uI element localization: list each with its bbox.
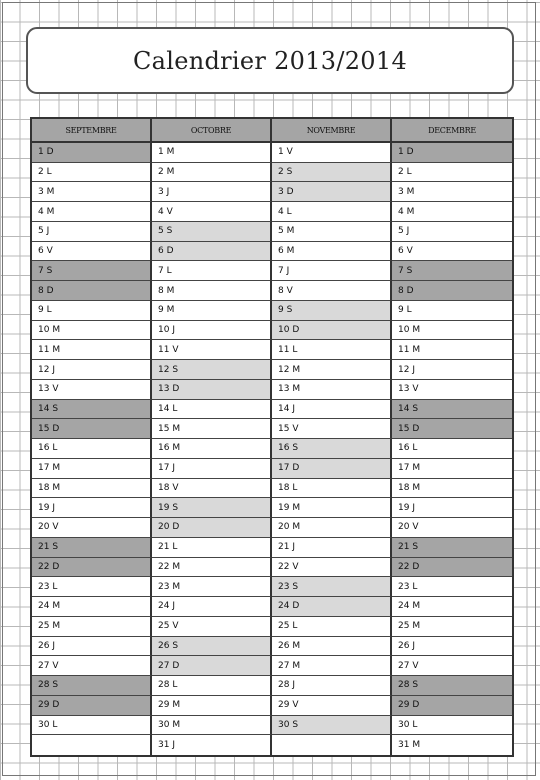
day-cell: 14 S <box>392 400 512 420</box>
day-cell: 15 D <box>392 419 512 439</box>
day-cell: 8 V <box>272 281 392 301</box>
day-cell: 19 S <box>152 498 272 518</box>
day-cell: 27 D <box>152 656 272 676</box>
day-cell: 5 J <box>392 222 512 242</box>
day-cell: 24 D <box>272 597 392 617</box>
day-cell: 13 V <box>32 380 152 400</box>
day-cell: 24 M <box>392 597 512 617</box>
day-cell: 18 M <box>392 479 512 499</box>
day-cell: 10 J <box>152 321 272 341</box>
day-cell: 7 L <box>152 261 272 281</box>
day-cell: 4 L <box>272 202 392 222</box>
day-cell: 20 V <box>32 518 152 538</box>
title-box <box>26 27 514 94</box>
day-cell: 21 S <box>32 538 152 558</box>
day-cell: 17 M <box>32 459 152 479</box>
day-cell: 10 D <box>272 321 392 341</box>
day-cell: 19 M <box>272 498 392 518</box>
day-cell: 18 M <box>32 479 152 499</box>
day-cell: 1 M <box>152 143 272 163</box>
day-cell: 19 J <box>392 498 512 518</box>
day-cell: 20 M <box>272 518 392 538</box>
day-cell: 7 S <box>392 261 512 281</box>
day-cell: 6 V <box>32 242 152 262</box>
calendar-grid <box>30 117 514 757</box>
day-cell: 2 L <box>392 163 512 183</box>
day-cell: 13 M <box>272 380 392 400</box>
day-cell: 23 L <box>32 577 152 597</box>
day-cell: 2 S <box>272 163 392 183</box>
day-cell: 18 V <box>152 479 272 499</box>
day-cell: 22 V <box>272 558 392 578</box>
day-cell: 17 J <box>152 459 272 479</box>
empty-cell <box>32 735 152 755</box>
day-cell: 25 V <box>152 617 272 637</box>
day-cell: 27 V <box>32 656 152 676</box>
day-cell: 27 M <box>272 656 392 676</box>
day-cell: 16 L <box>392 439 512 459</box>
day-cell: 11 L <box>272 340 392 360</box>
day-cell: 12 M <box>272 360 392 380</box>
day-cell: 20 V <box>392 518 512 538</box>
day-cell: 9 L <box>32 301 152 321</box>
day-cell: 25 L <box>272 617 392 637</box>
day-cell: 24 J <box>152 597 272 617</box>
empty-cell <box>272 735 392 755</box>
day-cell: 7 J <box>272 261 392 281</box>
day-cell: 17 D <box>272 459 392 479</box>
day-cell: 14 L <box>152 400 272 420</box>
day-cell: 22 M <box>152 558 272 578</box>
day-cell: 5 M <box>272 222 392 242</box>
day-cell: 2 M <box>152 163 272 183</box>
month-header: SEPTEMBRE <box>32 119 152 143</box>
day-cell: 4 M <box>32 202 152 222</box>
day-cell: 9 S <box>272 301 392 321</box>
day-cell: 27 V <box>392 656 512 676</box>
day-cell: 10 M <box>32 321 152 341</box>
day-cell: 9 M <box>152 301 272 321</box>
day-cell: 26 S <box>152 637 272 657</box>
day-cell: 30 S <box>272 716 392 736</box>
day-cell: 23 M <box>152 577 272 597</box>
day-cell: 16 S <box>272 439 392 459</box>
day-cell: 13 V <box>392 380 512 400</box>
day-cell: 23 L <box>392 577 512 597</box>
day-cell: 29 V <box>272 696 392 716</box>
day-cell: 16 L <box>32 439 152 459</box>
day-cell: 17 M <box>392 459 512 479</box>
day-cell: 28 S <box>392 676 512 696</box>
day-cell: 8 D <box>392 281 512 301</box>
day-cell: 29 D <box>392 696 512 716</box>
day-cell: 7 S <box>32 261 152 281</box>
day-cell: 10 M <box>392 321 512 341</box>
day-cell: 23 S <box>272 577 392 597</box>
day-cell: 21 L <box>152 538 272 558</box>
day-cell: 15 D <box>32 419 152 439</box>
day-cell: 12 J <box>392 360 512 380</box>
day-cell: 24 M <box>32 597 152 617</box>
day-cell: 2 L <box>32 163 152 183</box>
day-cell: 26 J <box>392 637 512 657</box>
page-title: Calendrier 2013/2014 <box>132 46 408 75</box>
day-cell: 15 M <box>152 419 272 439</box>
day-cell: 8 D <box>32 281 152 301</box>
day-cell: 5 J <box>32 222 152 242</box>
day-cell: 11 M <box>392 340 512 360</box>
day-cell: 22 D <box>32 558 152 578</box>
day-cell: 3 M <box>32 182 152 202</box>
day-cell: 3 J <box>152 182 272 202</box>
day-cell: 26 M <box>272 637 392 657</box>
day-cell: 29 D <box>32 696 152 716</box>
day-cell: 28 S <box>32 676 152 696</box>
day-cell: 1 V <box>272 143 392 163</box>
day-cell: 20 D <box>152 518 272 538</box>
day-cell: 29 M <box>152 696 272 716</box>
day-cell: 25 M <box>392 617 512 637</box>
day-cell: 6 M <box>272 242 392 262</box>
day-cell: 21 S <box>392 538 512 558</box>
day-cell: 31 J <box>152 735 272 755</box>
day-cell: 19 J <box>32 498 152 518</box>
day-cell: 6 D <box>152 242 272 262</box>
day-cell: 12 J <box>32 360 152 380</box>
day-cell: 1 D <box>392 143 512 163</box>
day-cell: 1 D <box>32 143 152 163</box>
day-cell: 16 M <box>152 439 272 459</box>
day-cell: 31 M <box>398 740 421 751</box>
day-cell: 11 M <box>32 340 152 360</box>
day-cell: 14 J <box>272 400 392 420</box>
day-cell: 30 M <box>152 716 272 736</box>
month-header: OCTOBRE <box>152 119 272 143</box>
day-cell: 22 D <box>392 558 512 578</box>
day-cell: 8 M <box>152 281 272 301</box>
day-cell: 14 S <box>32 400 152 420</box>
day-cell: 4 M <box>392 202 512 222</box>
month-header: DECEMBRE <box>392 119 512 143</box>
day-cell: 4 V <box>152 202 272 222</box>
day-cell: 11 V <box>152 340 272 360</box>
day-cell: 30 L <box>392 716 512 736</box>
day-cell: 15 V <box>272 419 392 439</box>
day-cell: 25 M <box>32 617 152 637</box>
day-cell: 28 L <box>152 676 272 696</box>
day-cell: 13 D <box>152 380 272 400</box>
day-cell: 5 S <box>152 222 272 242</box>
day-cell: 30 L <box>32 716 152 736</box>
day-cell: 21 J <box>272 538 392 558</box>
day-cell: 3 D <box>272 182 392 202</box>
day-cell: 6 V <box>392 242 512 262</box>
day-cell: 18 L <box>272 479 392 499</box>
day-cell: 26 J <box>32 637 152 657</box>
month-header: NOVEMBRE <box>272 119 392 143</box>
day-cell: 3 M <box>392 182 512 202</box>
day-cell: 12 S <box>152 360 272 380</box>
day-cell: 9 L <box>392 301 512 321</box>
day-cell: 28 J <box>272 676 392 696</box>
